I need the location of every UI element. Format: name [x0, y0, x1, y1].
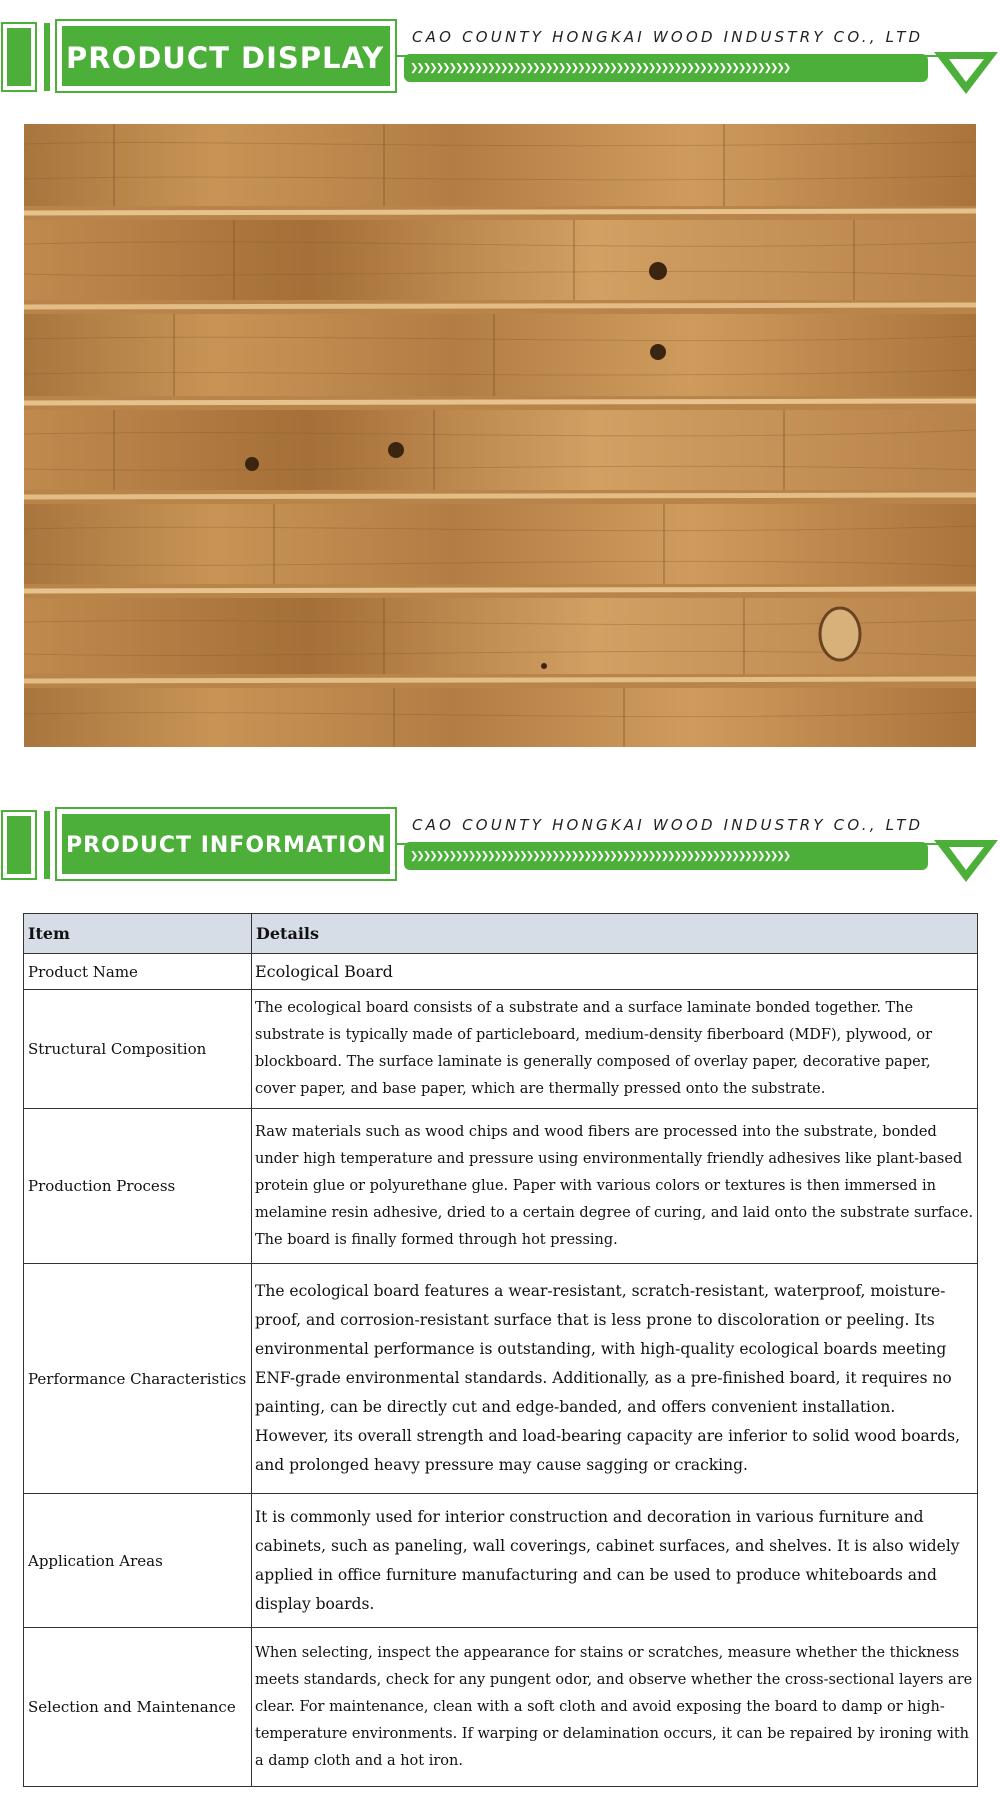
company-name: CAO COUNTY HONGKAI WOOD INDUSTRY CO., LTD: [412, 28, 924, 46]
table-row: [24, 1109, 978, 1264]
row-item: Performance Characteristics: [24, 1264, 252, 1494]
wood-board-image: [24, 124, 976, 747]
table-row: [24, 1628, 978, 1787]
table-row: [24, 1494, 978, 1628]
column-header-item: Item: [24, 914, 252, 954]
row-details: It is commonly used for interior construction and decoration in various furniture and cabinets, such as paneling, wall coverings, cabinet surfaces, and shelves. It is also widely applied in office furniture manufacturing and can be used to produce whiteboards and display boards.: [252, 1494, 978, 1628]
column-header-details: Details: [252, 914, 978, 954]
banner-title: PRODUCT INFORMATION: [66, 833, 387, 858]
row-item: Selection and Maintenance: [24, 1628, 252, 1787]
row-details: When selecting, inspect the appearance for stains or scratches, measure whether the thickness meets standards, check for any pungent odor, and observe whether the cross-sectional layers are clear. For maintenance, clean with a soft cloth and avoid exposing the board to damp or high-temperature environments. If warping or delamination occurs, it can be repaired by ironing with a damp cloth and a hot iron.: [252, 1628, 978, 1787]
row-item: Application Areas: [24, 1494, 252, 1628]
table-row: [24, 954, 978, 990]
row-details: Raw materials such as wood chips and wood fibers are processed into the substrate, bonded under high temperature and pressure using environmentally friendly adhesives like plant-based protein glue or polyurethane glue. Paper with various colors or textures is then immersed in melamine resin adhesive, dried to a certain degree of curing, and laid onto the substrate surface. The board is finally formed through hot pressing.: [252, 1109, 978, 1264]
row-details: Ecological Board: [252, 954, 978, 990]
chevron-strip-icon: ❯❯❯❯❯❯❯❯❯❯❯❯❯❯❯❯❯❯❯❯❯❯❯❯❯❯❯❯❯❯❯❯❯❯❯❯❯❯❯❯❯❯❯❯❯❯❯❯❯❯❯❯❯❯❯❯❯❯❯: [410, 60, 790, 76]
product-display-banner: [0, 14, 1000, 106]
row-details: The ecological board consists of a substrate and a surface laminate bonded together. The substrate is typically made of particleboard, medium-density fiberboard (MDF), plywood, or blockboard. The surface laminate is generally composed of overlay paper, decorative paper, cover paper, and base paper, which are thermally pressed onto the substrate.: [252, 990, 978, 1109]
company-name: CAO COUNTY HONGKAI WOOD INDUSTRY CO., LTD: [412, 816, 924, 834]
row-item: Structural Composition: [24, 990, 252, 1109]
table-header-row: [24, 914, 978, 954]
chevron-strip-icon: ❯❯❯❯❯❯❯❯❯❯❯❯❯❯❯❯❯❯❯❯❯❯❯❯❯❯❯❯❯❯❯❯❯❯❯❯❯❯❯❯❯❯❯❯❯❯❯❯❯❯❯❯❯❯❯❯❯❯❯: [410, 848, 790, 864]
row-item: Production Process: [24, 1109, 252, 1264]
product-photo: [24, 124, 976, 747]
table-row: [24, 1264, 978, 1494]
banner-title: PRODUCT DISPLAY: [66, 41, 385, 75]
row-details: The ecological board features a wear-resistant, scratch-resistant, waterproof, moisture-proof, and corrosion-resistant surface that is less prone to discoloration or peeling. Its environmental performance is outstanding, with high-quality ecological boards meeting ENF-grade environmental standards. Additionally, as a pre-finished board, it requires no painting, can be directly cut and edge-banded, and offers convenient installation. However, its overall strength and load-bearing capacity are inferior to solid wood boards, and prolonged heavy pressure may cause sagging or cracking.: [252, 1264, 978, 1494]
table-row: [24, 990, 978, 1109]
product-info-table: [23, 913, 978, 1787]
row-item: Product Name: [24, 954, 252, 990]
product-information-banner: [0, 802, 1000, 894]
